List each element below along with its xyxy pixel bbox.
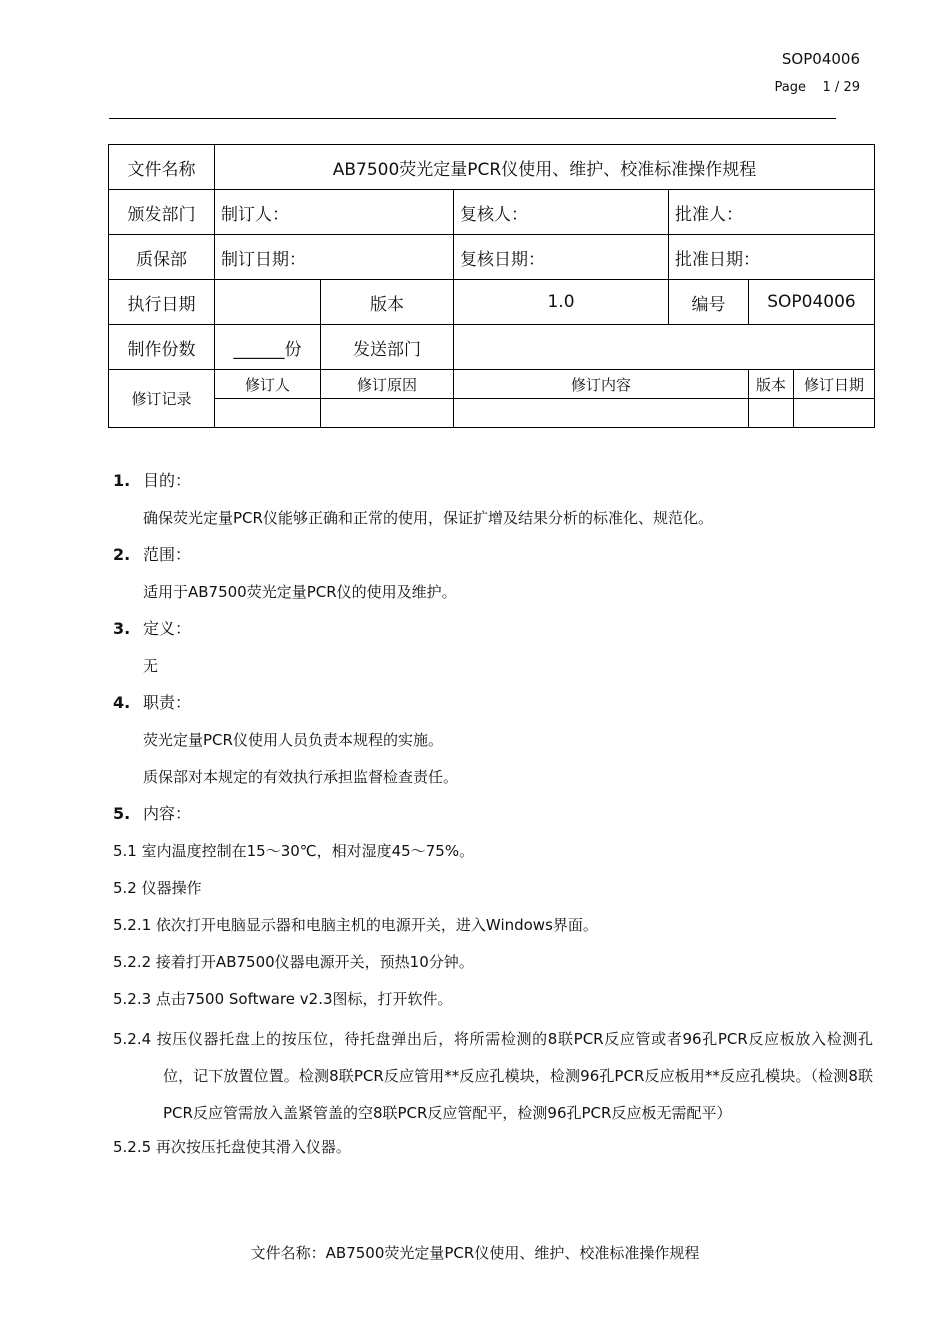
author-label: 制订人： xyxy=(215,190,454,235)
section-heading xyxy=(113,466,873,503)
exec-date-value xyxy=(215,280,321,325)
review-date-label: 复核日期： xyxy=(454,235,669,280)
section-number: 2. xyxy=(113,545,131,564)
section-title: 职责： xyxy=(143,693,192,712)
section-title: 内容： xyxy=(143,804,192,823)
file-name-label: 文件名称 xyxy=(109,145,215,190)
section-number: 1. xyxy=(113,471,131,490)
author-date-label: 制订日期： xyxy=(215,235,454,280)
paragraph: 确保荧光定量PCR仪能够正确和正常的使用，保证扩增及结果分析的标准化、规范化。 xyxy=(143,509,713,527)
page-separator: / xyxy=(834,80,840,95)
document-body xyxy=(113,466,873,1169)
approver-label: 批准人： xyxy=(669,190,875,235)
list-item: 5.2.3 点击7500 Software v2.3图标，打开软件。 xyxy=(113,990,453,1008)
page-number xyxy=(774,80,860,95)
section-title: 目的： xyxy=(143,471,192,490)
send-dept-label: 发送部门 xyxy=(321,325,454,370)
number-value: SOP04006 xyxy=(749,280,875,325)
issue-dept-label: 颁发部门 xyxy=(109,190,215,235)
rev-cell xyxy=(321,399,454,428)
rev-cell xyxy=(215,399,321,428)
copies-value: ______份 xyxy=(215,325,321,370)
paragraph: 质保部对本规定的有效执行承担监督检查责任。 xyxy=(143,768,459,786)
rev-cell xyxy=(454,399,749,428)
rev-cell xyxy=(794,399,875,428)
number-label: 编号 xyxy=(669,280,749,325)
section-number: 3. xyxy=(113,619,131,638)
section-number: 4. xyxy=(113,693,131,712)
rev-col-version: 版本 xyxy=(749,370,794,399)
rev-col-person: 修订人 xyxy=(215,370,321,399)
issue-dept-value: 质保部 xyxy=(109,235,215,280)
reviewer-label: 复核人： xyxy=(454,190,669,235)
list-item: 5.2.1 依次打开电脑显示器和电脑主机的电源开关，进入Windows界面。 xyxy=(113,916,598,934)
document-info-table xyxy=(108,144,875,428)
page-label: Page xyxy=(774,80,806,95)
list-item: 5.2.2 接着打开AB7500仪器电源开关，预热10分钟。 xyxy=(113,953,474,971)
exec-date-label: 执行日期 xyxy=(109,280,215,325)
section-title: 定义： xyxy=(143,619,192,638)
section-heading xyxy=(113,799,873,836)
version-value: 1.0 xyxy=(454,280,669,325)
approve-date-label: 批准日期： xyxy=(669,235,875,280)
rev-col-date: 修订日期 xyxy=(794,370,875,399)
page-total: 29 xyxy=(843,80,860,95)
section-heading xyxy=(113,540,873,577)
send-dept-value xyxy=(454,325,875,370)
page-footer: 文件名称：AB7500荧光定量PCR仪使用、维护、校准标准操作规程 xyxy=(250,1244,700,1262)
document-code: SOP04006 xyxy=(781,50,860,68)
rev-cell xyxy=(749,399,794,428)
paragraph: 无 xyxy=(143,657,159,675)
list-item: 5.2 仪器操作 xyxy=(113,879,202,897)
section-number: 5. xyxy=(113,804,131,823)
rev-col-reason: 修订原因 xyxy=(321,370,454,399)
section-heading xyxy=(113,614,873,651)
paragraph: 荧光定量PCR仪使用人员负责本规程的实施。 xyxy=(143,731,443,749)
header-rule xyxy=(109,118,836,119)
rev-col-content: 修订内容 xyxy=(454,370,749,399)
file-name-value: AB7500荧光定量PCR仪使用、维护、校准标准操作规程 xyxy=(215,145,875,190)
version-label: 版本 xyxy=(321,280,454,325)
section-heading xyxy=(113,688,873,725)
revision-label: 修订记录 xyxy=(109,370,215,428)
list-item: 5.1 室内温度控制在15～30℃，相对湿度45～75%。 xyxy=(113,842,475,860)
list-item: 5.2.5 再次按压托盘使其滑入仪器。 xyxy=(113,1138,351,1156)
paragraph: 适用于AB7500荧光定量PCR仪的使用及维护。 xyxy=(143,583,457,601)
copies-label: 制作份数 xyxy=(109,325,215,370)
page-current: 1 xyxy=(822,80,831,95)
list-item: 5.2.4 按压仪器托盘上的按压位，待托盘弹出后，将所需检测的8联PCR反应管或者96孔PCR反应板放入检测孔位，记下放置位置。检测8联PCR反应管用**反应孔模块，检测96孔PCR反应板用**反应孔模块。（检测8联PCR反应管需放入盖紧管盖的空8联PCR反应管配平，检测96孔PCR反应板无需配平） xyxy=(113,1030,873,1122)
section-title: 范围： xyxy=(143,545,192,564)
